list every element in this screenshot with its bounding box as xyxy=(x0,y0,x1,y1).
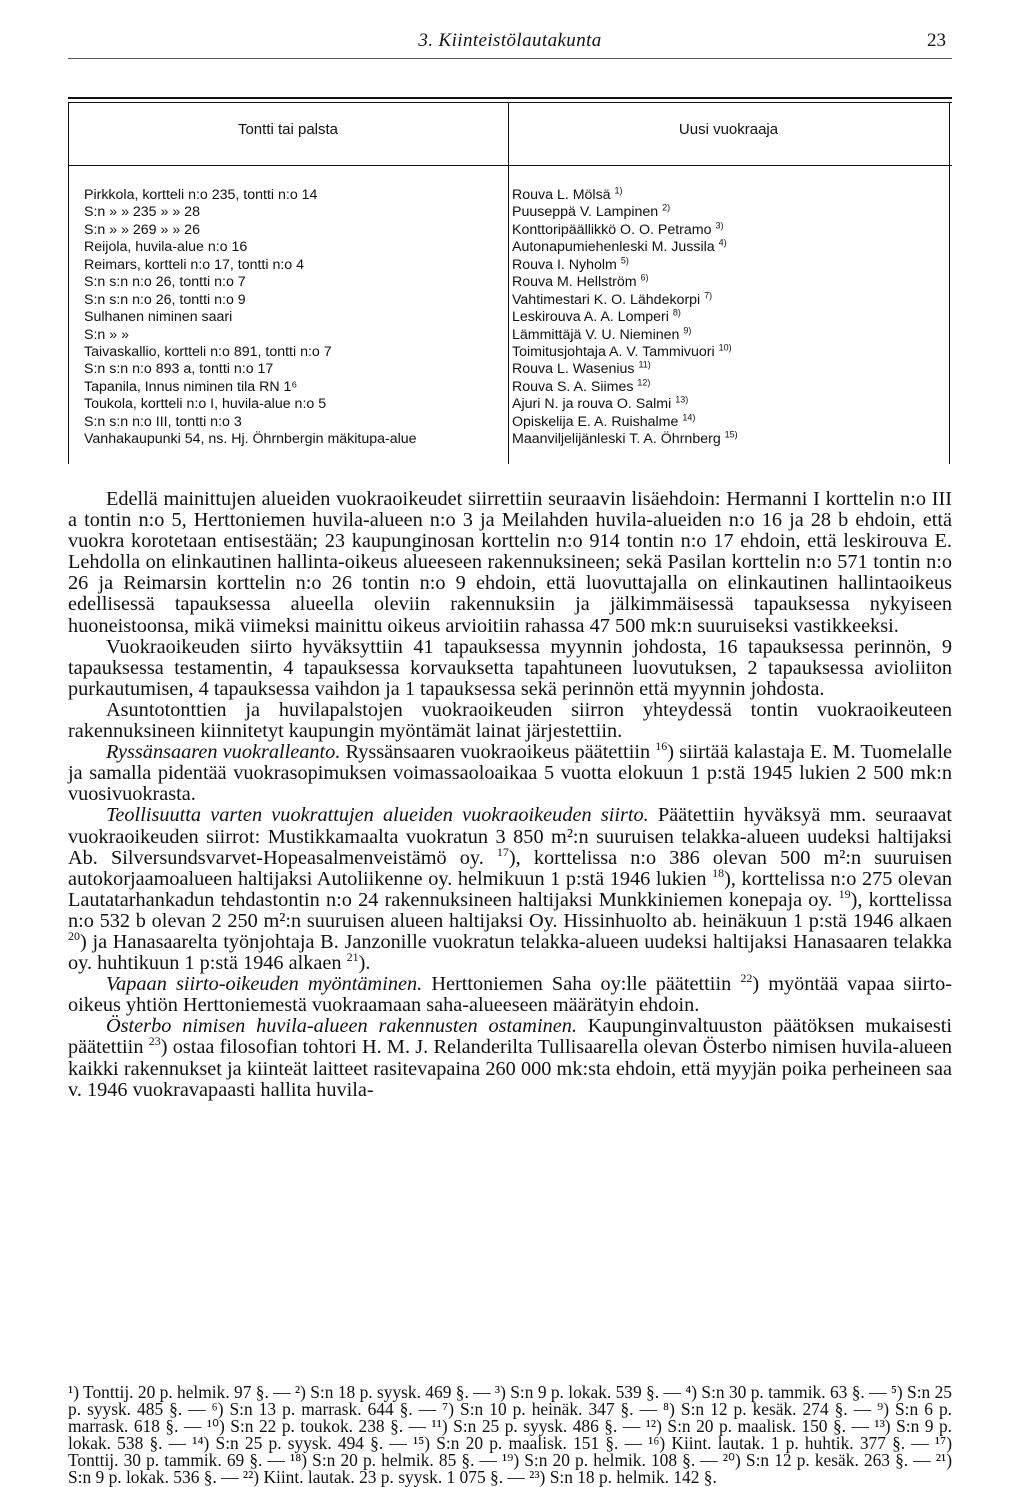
footnote-ref: 3) xyxy=(715,220,724,231)
table-cell-tenant xyxy=(512,204,942,221)
page-number: 23 xyxy=(927,30,946,51)
footnote-ref: 21 xyxy=(346,950,359,965)
table-cell-plot: S:n s:n n:o 893 a, tontti n:o 17 xyxy=(84,361,274,378)
column-header-tenant: Uusi vuokraaja xyxy=(678,121,779,138)
paragraph xyxy=(68,1016,952,1100)
footnote-ref: 18 xyxy=(712,865,725,880)
paragraph-text: Herttoniemen Saha oy:lle päätettiin xyxy=(422,973,741,996)
table-cell-plot: Tapanila, Innus niminen tila RN 1⁶ xyxy=(84,378,298,395)
table-cell-tenant xyxy=(512,379,942,396)
tenant-name: Rouva M. Hellström xyxy=(512,274,637,291)
table-header-rule xyxy=(68,165,952,166)
table-cell-tenant xyxy=(512,431,942,448)
tenant-name: Opiskelija E. A. Ruishalme xyxy=(512,413,679,430)
tenant-name: Maanviljelijänleski T. A. Öhrnberg xyxy=(512,431,721,448)
tenant-name: Rouva I. Nyholm xyxy=(512,256,617,273)
tenant-name: Rouva S. A. Siimes xyxy=(512,378,634,395)
paragraph: Edellä mainittujen alueiden vuokraoikeudet siirrettiin seuraavin lisäehdoin: Hermanni I korttelin n:o III a tontin n:o 5, Herttoniemen huvila-alueen n:o 3 ja Meilahden huvila-alueiden n:o 16 ja 28 b ehdoin, että vuokra korotetaan entisestään; 23 kaupunginosan korttelin n:o 914 tontin n:o 17 ehdoin, että leskirouva E. Lehdolla on elinkautinen hallinta-oikeus alueeseen rakennuksineen; sekä Pasilan korttelin n:o 571 tontin n:o 26 ja Reimarsin korttelin n:o 26 tontin n:o 9 ehdoin, että luovuttajalla on elinkautinen hallintaoikeus edellisessä tapauksessa alueella oleviin rakennuksiin ja jälkimmäisessä tapauksessa nykyiseen huoneistoonsa, mikä viimeksi mainittu oikeus arvioitiin rahassa 47 500 mk:n suuruiseksi vastikkeeksi. xyxy=(68,488,952,637)
tenant-name: Vahtimestari K. O. Lähdekorpi xyxy=(512,291,701,308)
footnotes xyxy=(68,1384,952,1485)
footnote-ref: 8) xyxy=(672,307,681,318)
section-heading: Österbo nimisen huvila-alueen rakennusten ostaminen. xyxy=(106,1015,577,1038)
chapter-title: 3. Kiinteistölautakunta xyxy=(418,30,602,51)
table-cell-plot: Vanhakaupunki 54, ns. Hj. Öhrnbergin mäkitupa-alue xyxy=(84,431,417,448)
tenant-name: Toimitusjohtaja A. V. Tammivuori xyxy=(512,343,715,360)
paragraph-text: Kaupunginvaltuuston päätöksen mukaisesti päätettiin xyxy=(68,1015,952,1059)
plot-column xyxy=(84,187,514,449)
paragraph-text: ), korttelissa n:o 386 olevan 500 m²:n suuruisen autokorjaamoalueen haltijaksi Autoliikenne oy. helmikuun 1 p:stä 1946 lukien xyxy=(68,846,952,890)
paragraph-text: ) ostaa filosofian tohtori H. M. J. Relanderilta Tullisaarella olevan Österbo nimisen huvila-alueen kaikki rakennukset ja kiinteät laitteet rasitevapaina 260 000 mk:sta ehdoin, että myyjän poika perheineen saa v. 1946 vuokravapaasti hallita huvila- xyxy=(68,1036,953,1101)
footnote-ref: 16 xyxy=(655,739,668,754)
tenant-name: Leskirouva A. A. Lomperi xyxy=(512,309,669,326)
paragraph-text: ). xyxy=(358,952,371,975)
table-cell-tenant xyxy=(512,309,942,326)
paragraph-text: Päätettiin hyväksyä mm. seuraavat vuokraoikeuden siirrot: Mustikkamaalta vuokratun 3 850 m²:n suuruisen telakka-alueen uudeksi haltijaksi Ab. Silversundsvarvet-Hopeasalmenveistämö oy. xyxy=(68,804,953,869)
paragraph xyxy=(68,805,952,974)
tenant-name: Puuseppä V. Lampinen xyxy=(512,204,659,221)
paragraph xyxy=(68,739,952,806)
table-cell-plot: S:n » » 269 » » 26 xyxy=(84,221,200,238)
table-cell-plot: S:n » » xyxy=(84,326,129,343)
footnote-ref: 19 xyxy=(838,887,851,902)
footnote-ref: 2) xyxy=(662,202,671,213)
table-cell-tenant xyxy=(512,187,942,204)
paragraph-text: ), korttelissa n:o 275 olevan Lautatarhankadun tehdastontin n:o 24 rakennuksineen haltijaksi Munkkiniemen konepaja oy. xyxy=(68,867,952,911)
table-cell-plot: Reimars, kortteli n:o 17, tontti n:o 4 xyxy=(84,256,305,273)
paragraph xyxy=(68,971,952,1017)
table-cell-tenant xyxy=(512,361,942,378)
table-cell-tenant xyxy=(512,344,942,361)
table-top-rule-inner xyxy=(68,102,952,103)
table-cell-plot: S:n » » 235 » » 28 xyxy=(84,204,200,221)
tenant-name: Lämmittäjä V. U. Nieminen xyxy=(512,326,680,343)
footnote-ref: 23 xyxy=(148,1034,161,1049)
paragraph-text: Ryssänsaaren vuokraoikeus päätettiin xyxy=(340,741,656,764)
table-cell-tenant xyxy=(512,396,942,413)
tenant-name: Rouva L. Wasenius xyxy=(512,361,635,378)
header-rule xyxy=(68,58,952,59)
footnote-ref: 5) xyxy=(620,255,629,266)
table-cell-tenant xyxy=(512,274,942,291)
footnote-ref: 13) xyxy=(675,394,689,405)
table-cell-plot: S:n s:n n:o III, tontti n:o 3 xyxy=(84,413,242,430)
section-heading: Teollisuutta varten vuokrattujen alueiden vuokraoikeuden siirto. xyxy=(106,804,649,827)
paragraph-text: ) myöntää vapaa siirto-oikeus yhtiön Herttoniemestä vuokraamaan saha-alueeseen määrätyin ehdoin. xyxy=(68,973,952,1017)
footnote-ref: 7) xyxy=(704,289,713,300)
paragraph: Asuntotonttien ja huvilapalstojen vuokraoikeuden siirron yhteydessä tontin vuokraoikeuteen rakennuksineen kiinnitetyt kaupungin myöntämät lainat järjestettiin. xyxy=(68,698,952,743)
footnote-ref: 12) xyxy=(637,377,651,388)
tenant-name: Ajuri N. ja rouva O. Salmi xyxy=(512,396,672,413)
table-cell-plot: Taivaskallio, kortteli n:o 891, tontti n:o 7 xyxy=(84,343,332,360)
table-cell-plot: Sulhanen niminen saari xyxy=(84,309,233,326)
table-left-border xyxy=(68,102,69,464)
tenant-name: Konttoripäällikkö O. O. Petramo xyxy=(512,221,712,238)
footnote-list: ¹) Tonttij. 20 p. helmik. 97 §. — ²) S:n 18 p. syysk. 469 §. — ³) S:n 9 p. lokak. 539 §. — ⁴) S:n 30 p. tammik. 63 §. — ⁵) S:n 25 p. syysk. 485 §. — ⁶) S:n 13 p. marrask. 644 §. — ⁷) S:n 10 p. heinäk. 347 §. — ⁸) S:n 12 p. kesäk. 274 §. — ⁹) S:n 6 p. marrask. 618 §. — ¹⁰) S:n 22 p. toukok. 238 §. — ¹¹) S:n 25 p. syysk. 486 §. — ¹²) S:n 20 p. maalisk. 150 §. — ¹³) S:n 9 p. lokak. 538 §. — ¹⁴) S:n 25 p. syysk. 494 §. — ¹⁵) S:n 20 p. maalisk. 151 §. — ¹⁶) Kiint. lautak. 1 p. huhtik. 377 §. — ¹⁷) Tonttij. 30 p. tammik. 69 §. — ¹⁸) S:n 20 p. helmik. 85 §. — ¹⁹) S:n 20 p. helmik. 108 §. — ²⁰) S:n 12 p. kesäk. 263 §. — ²¹) S:n 9 p. lokak. 536 §. — ²²) Kiint. lautak. 23 p. syysk. 1 075 §. — ²³) S:n 18 p. helmik. 142 §. xyxy=(68,1382,952,1487)
table-cell-tenant xyxy=(512,222,942,239)
column-header-plot: Tontti tai palsta xyxy=(237,121,339,138)
footnote-ref: 4) xyxy=(718,237,727,248)
footnote-ref: 15) xyxy=(724,429,738,440)
table-cell-plot: S:n s:n n:o 26, tontti n:o 9 xyxy=(84,291,246,308)
table-cell-tenant xyxy=(512,289,942,309)
table-cell-plot: Reijola, huvila-alue n:o 16 xyxy=(84,239,248,256)
footnote-ref: 22 xyxy=(740,971,753,986)
footnote-ref: 9) xyxy=(683,324,692,335)
table-cell-tenant xyxy=(512,239,942,256)
table-right-border xyxy=(949,102,950,464)
paragraph-text: ) siirtää kalastaja E. M. Tuomelalle ja samalla pidentää vuokrasopimuksen voimassaoloaikaa 5 vuotta elokuun 1 p:stä 1945 lukien 2 500 mk:n vuosivuokrasta. xyxy=(68,741,952,806)
lease-transfer-table xyxy=(68,97,952,469)
table-top-rule xyxy=(68,97,952,99)
running-header xyxy=(68,30,952,60)
paragraph-text: ) ja Hanasaarelta työnjohtaja B. Janzonille vuokratun telakka-alueen uudeksi haltijaksi Hanasaaren telakka oy. huhtikuun 1 p:stä 1946 alkaen xyxy=(68,930,952,975)
footnote-ref: 1) xyxy=(614,185,623,196)
paragraph: Vuokraoikeuden siirto hyväksyttiin 41 tapauksessa myynnin johdosta, 16 tapauksessa perinnön, 9 tapauksessa testamentin, 4 tapauksessa korvauksetta tapahtuneen luovutuksen, 2 tapauksessa avioliiton purkautumisen, 4 tapauksessa vaihdon ja 1 tapauksessa sekä perinnön että myynnin johdosta. xyxy=(68,635,952,700)
tenant-name: Autonapumiehenleski M. Jussila xyxy=(512,239,715,256)
body-text xyxy=(68,489,952,1101)
footnote-ref: 17 xyxy=(496,844,509,859)
tenant-name: Rouva L. Mölsä xyxy=(512,187,611,203)
section-heading: Vapaan siirto-oikeuden myöntäminen. xyxy=(106,973,423,996)
footnote-ref: 14) xyxy=(682,411,696,422)
table-cell-plot: Toukola, kortteli n:o I, huvila-alue n:o 5 xyxy=(84,396,327,413)
tenant-column xyxy=(512,187,942,449)
paragraph-text: ), korttelissa n:o 532 b olevan 2 250 m²:n suuruisen alueen haltijaksi Oy. Hissinhuolto ab. heinäkuun 1 p:stä 1946 alkaen xyxy=(68,888,952,932)
table-cell-plot: Pirkkola, kortteli n:o 235, tontti n:o 14 xyxy=(84,187,318,203)
footnote-ref: 10) xyxy=(718,342,732,353)
footnote-ref: 11) xyxy=(638,359,651,370)
footnote-ref: 6) xyxy=(640,272,649,283)
footnote-ref: 20 xyxy=(68,929,80,944)
section-heading: Ryssänsaaren vuokralleanto. xyxy=(106,741,341,764)
table-cell-plot: S:n s:n n:o 26, tontti n:o 7 xyxy=(84,274,246,291)
table-cell-tenant xyxy=(512,257,942,274)
